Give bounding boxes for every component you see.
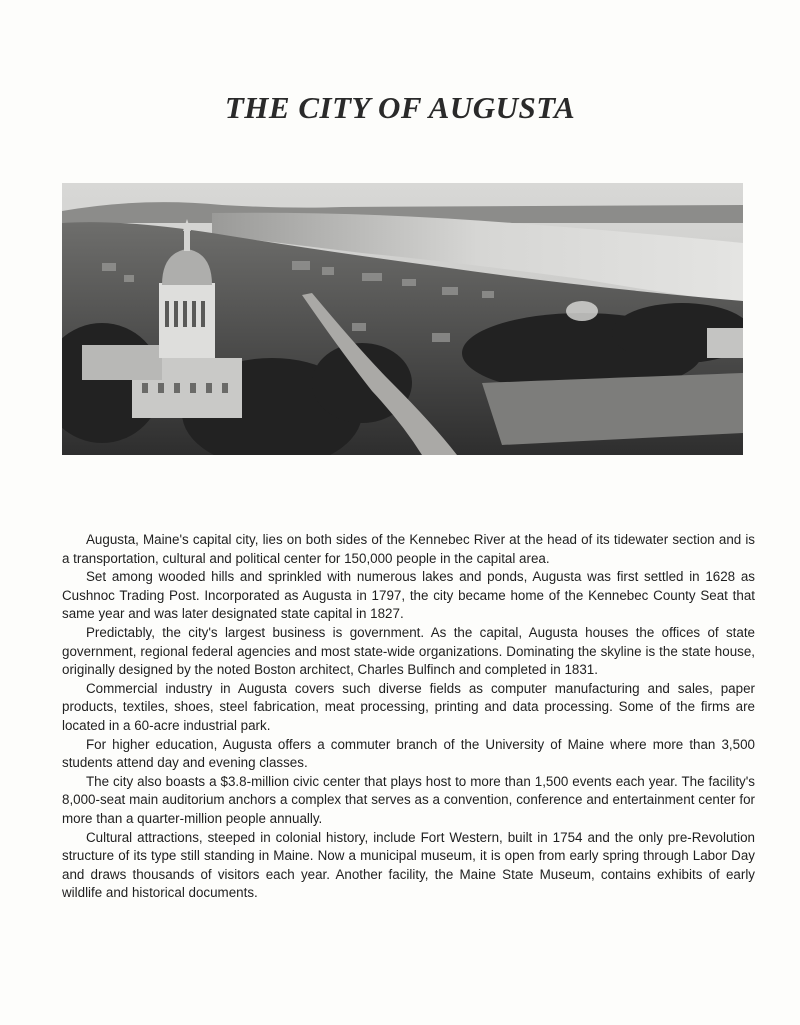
paragraph: Predictably, the city's largest business is government. As the capital, Augusta houses the offices of state government, regional federal agencies and most state-wide organizations. Dominating the skyline is the state house, originally designed by the noted Boston architect, Charles Bulfinch and completed in 1831. bbox=[62, 624, 755, 678]
paragraph: Augusta, Maine's capital city, lies on both sides of the Kennebec River at the head of its tidewater section and is a transportation, cultural and political center for 150,000 people in the capital area. bbox=[62, 532, 755, 566]
paragraph: For higher education, Augusta offers a commuter branch of the University of Maine where more than 3,500 students attend day and evening classes. bbox=[62, 736, 755, 771]
article-body bbox=[62, 531, 755, 903]
paragraph: The city also boasts a $3.8-million civic center that plays host to more than 1,500 events each year. The facility's 8,000-seat main auditorium anchors a complex that serves as a convention, conference and entertainment center for more than a quarter-million people annually. bbox=[62, 773, 755, 826]
aerial-photo bbox=[62, 183, 743, 455]
paragraph: Cultural attractions, steeped in colonial history, include Fort Western, built in 1754 and the only pre-Revolution structure of its type still standing in Maine. Now a municipal museum, it is open from early spring through Labor Day and draws thousands of visitors each year. Another facility, the Maine State Museum, contains exhibits of early wildlife and historical documents. bbox=[62, 829, 755, 901]
paragraph: Set among wooded hills and sprinkled with numerous lakes and ponds, Augusta was first settled in 1628 as Cushnoc Trading Post. Incorporated as Augusta in 1797, the city became home of the Kennebec County Seat that same year and was later designated state capital in 1827. bbox=[62, 569, 755, 622]
paragraph: Commercial industry in Augusta covers such diverse fields as computer manufacturing and sales, paper products, textiles, shoes, steel fabrication, meat processing, printing and data processing. Some of the firms are located in a 60-acre industrial park. bbox=[62, 680, 755, 733]
page-title: THE CITY OF AUGUSTA bbox=[224, 90, 576, 125]
